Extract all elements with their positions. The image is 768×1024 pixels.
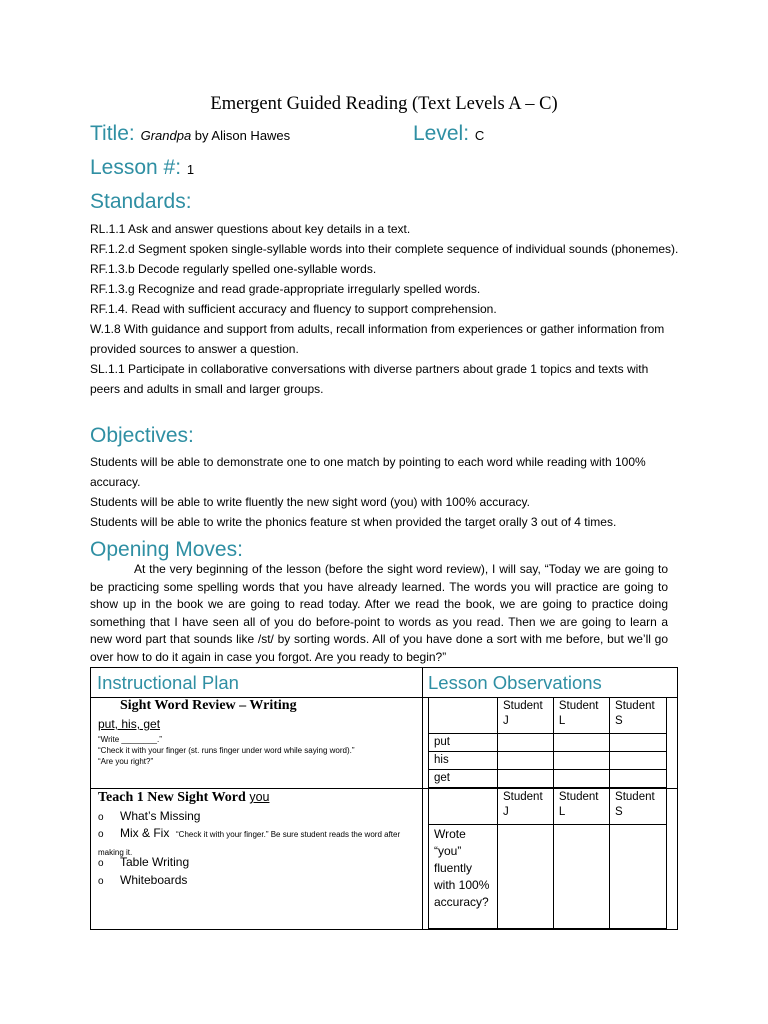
student-l-header: Student L xyxy=(553,789,609,825)
teach-item-label: What’s Missing xyxy=(120,809,201,823)
observation-cell[interactable] xyxy=(553,825,609,929)
instructional-plan-table xyxy=(90,667,678,930)
objective-item: Students will be able to write the phonics feature st when provided the target orally 3 out of 4 times. xyxy=(90,515,617,529)
level-row xyxy=(413,122,484,148)
review-prompt: “Write ________.” xyxy=(98,735,162,744)
objectives-list xyxy=(90,452,680,532)
lesson-value: 1 xyxy=(186,162,195,177)
teach-observation-table xyxy=(428,788,667,929)
standard-item: RF.1.2.d Segment spoken single-syllable words into their complete sequence of individual sounds (phonemes). xyxy=(90,242,679,256)
objectives-heading: Objectives: xyxy=(90,424,194,447)
observation-cell[interactable] xyxy=(610,770,667,788)
row-label-get: get xyxy=(429,770,498,788)
student-j-header: Student J xyxy=(498,698,554,734)
bullet: o xyxy=(98,812,104,823)
observation-cell[interactable] xyxy=(498,734,554,752)
bullet: o xyxy=(98,876,104,887)
bullet: o xyxy=(98,829,104,840)
review-prompts xyxy=(98,734,355,767)
teach-item-label: Table Writing xyxy=(120,855,190,869)
title-label: Title: xyxy=(90,122,135,145)
empty-cell xyxy=(429,789,498,825)
observation-cell[interactable] xyxy=(498,825,554,929)
objective-item: Students will be able to write fluently the new sight word (you) with 100% accuracy. xyxy=(90,495,530,509)
bullet: o xyxy=(98,858,104,869)
review-words: put, his, get xyxy=(98,717,161,731)
standard-item: RF.1.3.g Recognize and read grade-appropriate irregularly spelled words. xyxy=(90,282,481,296)
teach-sight-word: you xyxy=(249,790,270,804)
observation-cell[interactable] xyxy=(553,752,609,770)
lesson-row xyxy=(90,156,194,182)
level-value: C xyxy=(474,128,485,143)
teach-item-whats-missing xyxy=(98,808,200,826)
standard-item: W.1.8 With guidance and support from adults, recall information from experiences or gather information from provided sources to answer a question. xyxy=(90,322,665,356)
row-label-put: put xyxy=(429,734,498,752)
standard-item: RF.1.3.b Decode regularly spelled one-syllable words. xyxy=(90,262,377,276)
sight-word-review-title: Sight Word Review – Writing xyxy=(120,698,297,713)
wrote-you-fluently-label: Wrote “you” fluently with 100% accuracy? xyxy=(429,825,498,929)
level-label: Level: xyxy=(413,122,470,145)
standards-heading: Standards: xyxy=(90,190,192,213)
instructional-plan-heading: Instructional Plan xyxy=(97,672,239,693)
observation-cell[interactable] xyxy=(610,752,667,770)
mix-fix-note: “Check it with your finger.” Be sure student reads the word after making it. xyxy=(98,830,401,857)
opening-moves-heading: Opening Moves: xyxy=(90,538,243,561)
teach-item-whiteboards xyxy=(98,872,187,890)
student-s-header: Student S xyxy=(610,698,667,734)
objective-item: Students will be able to demonstrate one to one match by pointing to each word while reading with 100% accuracy. xyxy=(90,455,646,489)
student-l-header: Student L xyxy=(553,698,609,734)
row-label-his: his xyxy=(429,752,498,770)
observation-cell[interactable] xyxy=(553,734,609,752)
observation-cell[interactable] xyxy=(610,825,667,929)
book-author: by Alison Hawes xyxy=(191,128,291,143)
standard-item: SL.1.1 Participate in collaborative conversations with diverse partners about grade 1 topics and texts with peers and adults in small and larger groups. xyxy=(90,362,649,396)
student-s-header: Student S xyxy=(610,789,667,825)
standard-item: RF.1.4. Read with sufficient accuracy and fluency to support comprehension. xyxy=(90,302,497,316)
review-observation-table xyxy=(428,697,667,788)
student-j-header: Student J xyxy=(498,789,554,825)
teach-sight-word-title xyxy=(98,790,269,806)
observation-cell[interactable] xyxy=(553,770,609,788)
empty-cell xyxy=(429,698,498,734)
document-title: Emergent Guided Reading (Text Levels A – C) xyxy=(210,94,558,114)
title-row xyxy=(90,122,290,148)
teach-item-label: Whiteboards xyxy=(120,873,188,887)
teach-item-table-writing xyxy=(98,854,189,872)
teach-title-prefix: Teach 1 New Sight Word xyxy=(98,790,250,805)
lesson-label: Lesson #: xyxy=(90,156,182,179)
review-prompt: “Check it with your finger (st. runs finger under word while saying word).” xyxy=(98,746,355,755)
teach-item-label: Mix & Fix xyxy=(120,826,170,840)
observation-cell[interactable] xyxy=(498,752,554,770)
opening-moves-text: At the very beginning of the lesson (before the sight word review), I will say, “Today we are going to be practicing some spelling words that you have already learned. The words you will practice are going to show up in the book we are going to read today. After we read the book, we are going to practice doing something that I have seen all of you do before-point to words as you read. Then we are going to learn a new word part that sounds like /st/ by sorting words. All of you have done a sort with me before, but we’ll go over how to do it again in case you forgot. Are you ready to begin?” xyxy=(90,562,668,664)
book-title-value xyxy=(141,128,291,143)
observation-cell[interactable] xyxy=(498,770,554,788)
lesson-observations-heading: Lesson Observations xyxy=(428,672,602,693)
book-title: Grandpa xyxy=(140,128,192,143)
observation-cell[interactable] xyxy=(610,734,667,752)
standards-list xyxy=(90,219,680,399)
review-prompt: “Are you right?” xyxy=(98,757,154,766)
standard-item: RL.1.1 Ask and answer questions about key details in a text. xyxy=(90,222,411,236)
column-divider xyxy=(422,668,423,929)
